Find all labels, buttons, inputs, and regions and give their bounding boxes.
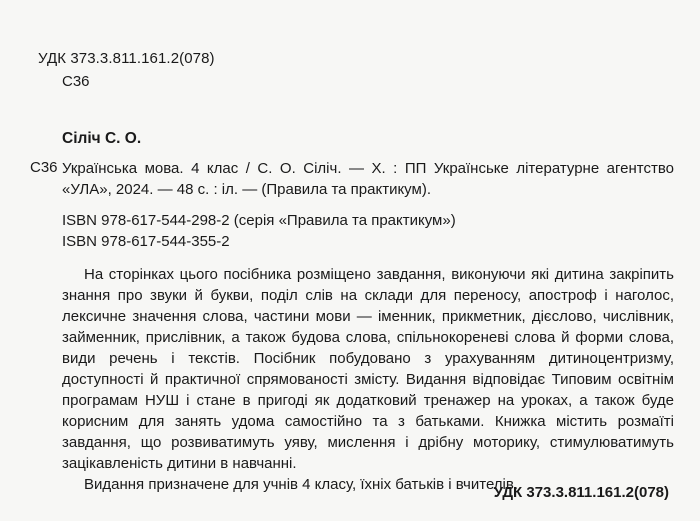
- author-code: С36: [62, 73, 90, 90]
- isbn-series: ISBN 978-617-544-298-2 (серія «Правила та практикум»): [62, 212, 456, 229]
- annotation-paragraph: На сторінках цього посібника розміщено завдання, виконуючи які дитина закріпить знання про звуки й букви, поділ слів на склади для переносу, апостроф і наголос, лексичне значення слова, частини мови — іменник, прикметник, дієслово, числівник, займенник, прислівник, а також будова слова, спільнокореневі слова й форми слова, види речень і текстів. Посібник побудовано з урахуванням дитиноцентризму, доступності й практичної спрямованості змісту. Видання відповідає Типовим освітнім програмам НУШ і стане в пригоді як додатковий тренажер на уроках, а також буде корисним для занять удома самостійно та з батьками. Книжка містить розмаїті завдання, що розвиватимуть уяву, мислення і дрібну моторику, стимулюватимуть зацікавленість дитини в навчанні.: [62, 266, 674, 472]
- author-name: Сіліч С. О.: [62, 130, 142, 147]
- bibliographic-description: Українська мова. 4 клас / С. О. Сіліч. — Х. : ПП Українське літературне агентство «УЛА», 2024. — 48 с. : іл. — (Правила та практикум).: [62, 160, 674, 198]
- annotation: [62, 264, 674, 495]
- udk-header: УДК 373.3.811.161.2(078): [38, 50, 215, 67]
- annotation-audience: Видання призначене для учнів 4 класу, їхніх батьків і вчителів.: [84, 476, 519, 493]
- bibliographic-code: С36: [30, 159, 58, 176]
- isbn-book: ISBN 978-617-544-355-2: [62, 233, 230, 250]
- udk-footer: УДК 373.3.811.161.2(078): [493, 484, 669, 501]
